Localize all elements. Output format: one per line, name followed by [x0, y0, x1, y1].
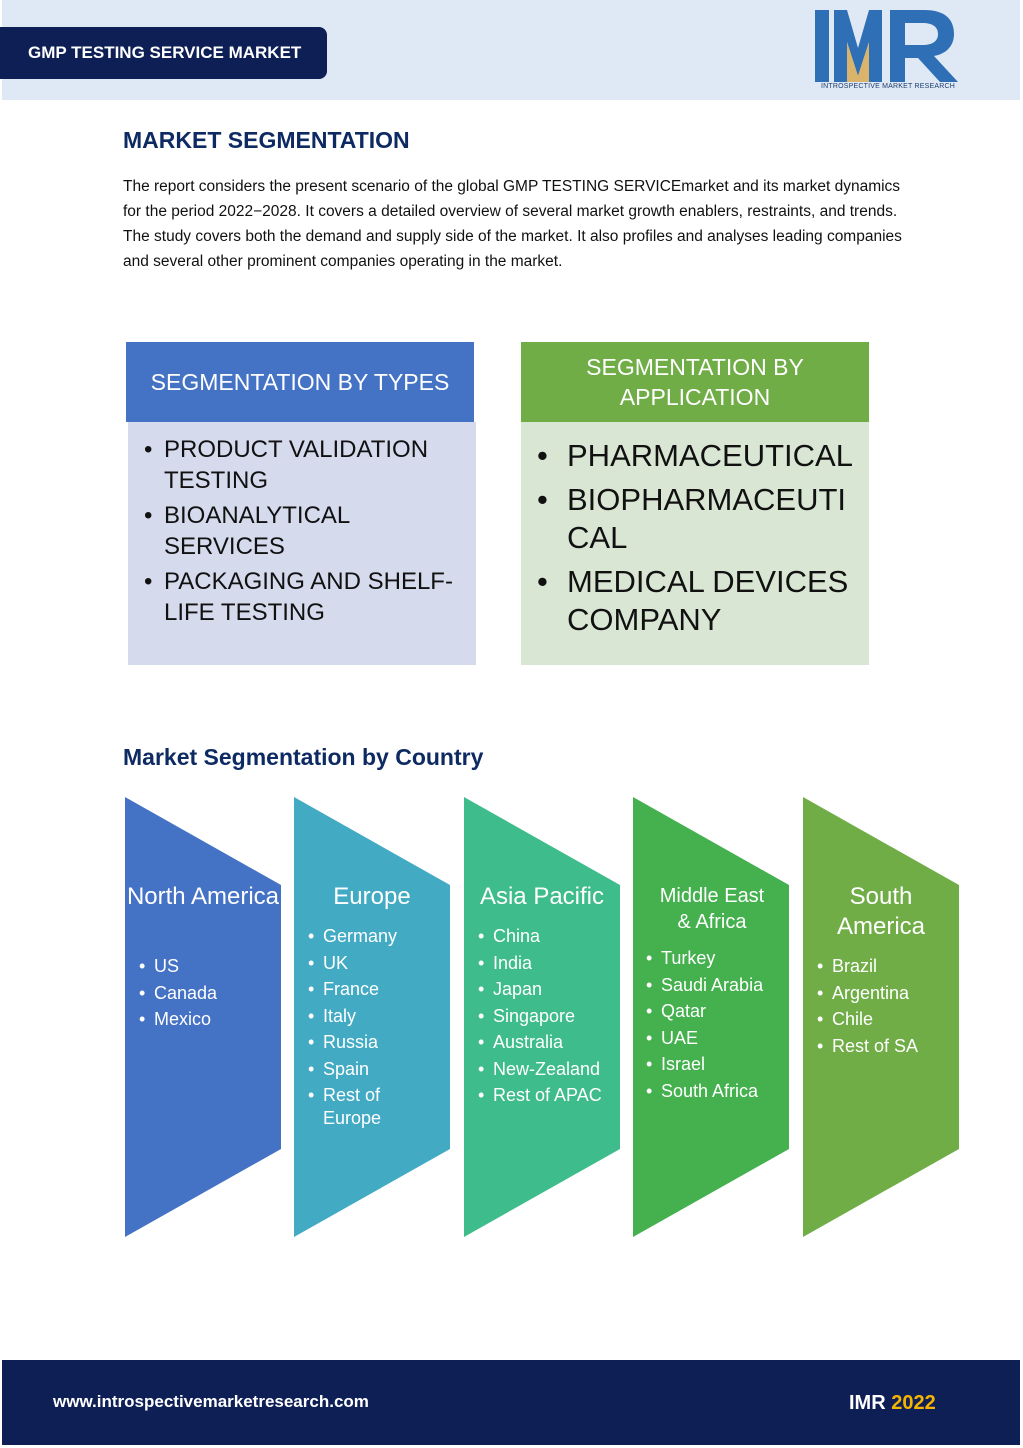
- types-title: SEGMENTATION BY TYPES: [150, 369, 450, 395]
- region-chevron-europe: [294, 797, 450, 1237]
- list-item: • Rest of APAC: [478, 1085, 602, 1105]
- region-name: Europe: [333, 883, 411, 910]
- logo-tagline: INTROSPECTIVE MARKET RESEARCH: [820, 83, 956, 90]
- list-item: • Australia: [478, 1032, 564, 1052]
- list-item: • Turkey: [646, 948, 716, 968]
- report-title: GMP TESTING SERVICE MARKET: [28, 43, 302, 62]
- country-list: [139, 955, 217, 1035]
- list-item: • China: [478, 926, 541, 946]
- list-item: • BIOANALYTICAL SERVICES: [144, 502, 350, 560]
- application-title: SEGMENTATION BY APPLICATION: [586, 354, 804, 410]
- list-item: • Japan: [478, 979, 543, 999]
- list-item: • UAE: [646, 1027, 699, 1048]
- intro-paragraph: The report considers the present scenario of the global GMP TESTING SERVICEmarket and its market dynamics for the period 2022−2028. It covers a detailed overview of several market growth enablers, restraints, and trends. The study covers both the demand and supply side of the market. It also profiles and analyses leading companies and several other prominent companies operating in the market.: [123, 178, 902, 270]
- footer-brand-name: IMR: [849, 1392, 886, 1414]
- list-item: • Chile: [817, 1009, 874, 1029]
- country-list: [478, 925, 618, 1111]
- application-header: [521, 342, 869, 422]
- list-item: • BIOPHARMACEUTICAL: [537, 482, 847, 555]
- footer-brand: [849, 1392, 936, 1415]
- list-item: • South Africa: [646, 1080, 759, 1101]
- list-item: • Saudi Arabia: [646, 974, 764, 995]
- list-item: • Singapore: [478, 1005, 576, 1026]
- list-item: • Brazil: [817, 956, 878, 976]
- list-item: • Qatar: [646, 1001, 707, 1021]
- list-item: • Spain: [308, 1058, 370, 1079]
- list-item: • Rest of Europe: [308, 1085, 382, 1128]
- region-name: South America: [836, 883, 926, 940]
- country-list: [817, 955, 957, 1061]
- list-item: • PHARMACEUTICAL: [537, 438, 853, 473]
- types-list-panel: [128, 422, 476, 665]
- country-list: [646, 947, 786, 1106]
- list-item: • Canada: [139, 982, 218, 1003]
- list-item: • Mexico: [139, 1009, 212, 1029]
- application-list-panel: [521, 422, 869, 665]
- list-item: • Israel: [646, 1054, 706, 1074]
- region-chevron-south-america: [803, 797, 959, 1237]
- list-item: • Rest of SA: [817, 1035, 919, 1056]
- section-title: MARKET SEGMENTATION: [123, 127, 410, 153]
- website-link[interactable]: www.introspectivemarketresearch.com: [53, 1392, 369, 1411]
- list-item: • Argentina: [817, 982, 910, 1003]
- footer-year: 2022: [891, 1392, 936, 1414]
- region-name: Middle East & Africa: [659, 885, 765, 933]
- country-list: [308, 925, 428, 1134]
- types-header: [126, 342, 474, 422]
- region-chevron-north-america: [125, 797, 281, 1237]
- report-title-badge: [0, 27, 327, 79]
- country-section-title: Market Segmentation by Country: [123, 744, 484, 770]
- list-item: • France: [308, 979, 380, 999]
- region-chevron-middle-east-africa: [633, 797, 789, 1237]
- list-item: • UK: [308, 952, 349, 973]
- list-item: • PACKAGING AND SHELF-LIFE TESTING: [144, 568, 453, 626]
- region-name: Asia Pacific: [479, 883, 605, 910]
- region-name: North America: [126, 883, 280, 910]
- list-item: • New-Zealand: [478, 1058, 601, 1079]
- list-item: • India: [478, 952, 533, 973]
- list-item: • Italy: [308, 1005, 357, 1026]
- list-item: • Russia: [308, 1032, 379, 1052]
- region-chevron-asia-pacific: [464, 797, 620, 1237]
- list-item: • PRODUCT VALIDATION TESTING: [144, 436, 429, 494]
- list-item: • US: [139, 956, 180, 976]
- list-item: • Germany: [308, 926, 398, 946]
- list-item: • MEDICAL DEVICES COMPANY: [537, 564, 849, 637]
